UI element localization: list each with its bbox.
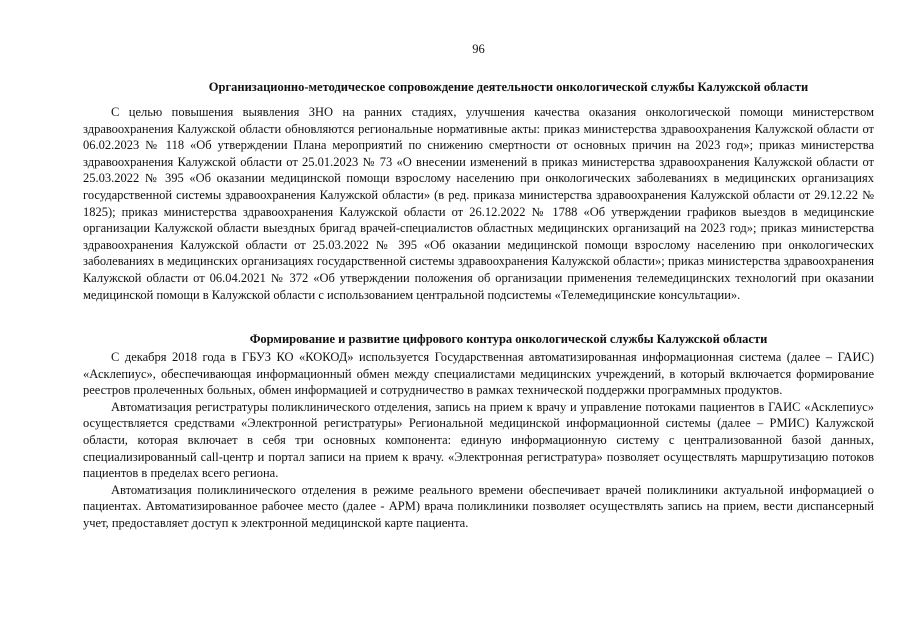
page-number: 96 — [472, 42, 485, 56]
paragraph-regulatory-acts: С целью повышения выявления ЗНО на ранних стадиях, улучшения качества оказания онкологической помощи министерством здравоохранения Калужской области обновляются региональные нормативные акты: приказ министерства здравоохранения Калужской области от 06.02.2023 № 118 «Об утверждении Плана мероприятий по снижению смертности от основных причин на 2023 год»; приказ министерства здравоохранения Калужской области от 25.01.2023 № 73 «О внесении изменений в приказ министерства здравоохранения Калужской области от 25.03.2022 № 395 «Об оказании медицинской помощи взрослому населению при онкологических заболеваниях в медицинских организациях государственной системы здравоохранения Калужской области» (в ред. приказа министерства здравоохранения Калужской области от 29.12.22 № 1825); приказ министерства здравоохранения Калужской области от 26.12.2022 № 1788 «Об утверждении графиков выездов в медицинские организации Калужской области выездных бригад врачей-специалистов областных медицинских организаций на 2023 год»; приказ министерства здравоохранения Калужской области от 25.03.2022 № 395 «Об оказании медицинской помощи взрослому населению при онкологических заболеваниях в медицинских организациях государственной системы здравоохранения Калужской области»; приказ министерства здравоохранения Калужской области от 06.04.2021 № 372 «Об утверждении положения об организации применения телемедицинских технологий при оказании медицинской помощи в Калужской области с использованием центральной подсистемы «Телемедицинские консультации». — [83, 105, 874, 302]
section-heading-digital-contour: Формирование и развитие цифрового контура онкологической службы Калужской области — [249, 332, 768, 346]
section-digital-contour — [83, 349, 874, 532]
paragraph-polyclinic-automation: Автоматизация поликлинического отделения в режиме реального времени обеспечивает врачей поликлиники актуальной информацией о пациентах. Автоматизированное рабочее место (далее - АРМ) врача поликлиники позволяет осуществлять запись на прием, вести диспансерный учет, предоставляет доступ к электронной медицинской карте пациента. — [83, 482, 874, 530]
paragraph-gais-asklepius: С декабря 2018 года в ГБУЗ КО «КОКОД» используется Государственная автоматизированная информационная система (далее – ГАИС) «Асклепиус», обеспечивающая информационный обмен между специалистами медицинских учреждений, в который включается формирование реестров пролеченных больных, обмен информацией и сотрудничество в рамках технической поддержки программных продуктов. — [83, 350, 874, 398]
paragraph-electronic-registry: Автоматизация регистратуры поликлинического отделения, запись на прием к врачу и управление потоками пациентов в ГАИС «Асклепиус» осуществляется средствами «Электронной регистратуры» Региональной медицинской информационной системы (далее – РМИС) Калужской области, которая включает в себя три основных компонента: единую информационную систему с централизованной базой данных, специализированный call-центр и портал записи на прием к врачу. «Электронная регистратура» позволяет осуществлять маршрутизацию потоков пациентов в пределах всего региона. — [83, 399, 874, 481]
section-methodological-support — [83, 104, 874, 303]
section-heading-methodological-support: Организационно-методическое сопровождение деятельности онкологической службы Калужской области — [208, 80, 809, 94]
